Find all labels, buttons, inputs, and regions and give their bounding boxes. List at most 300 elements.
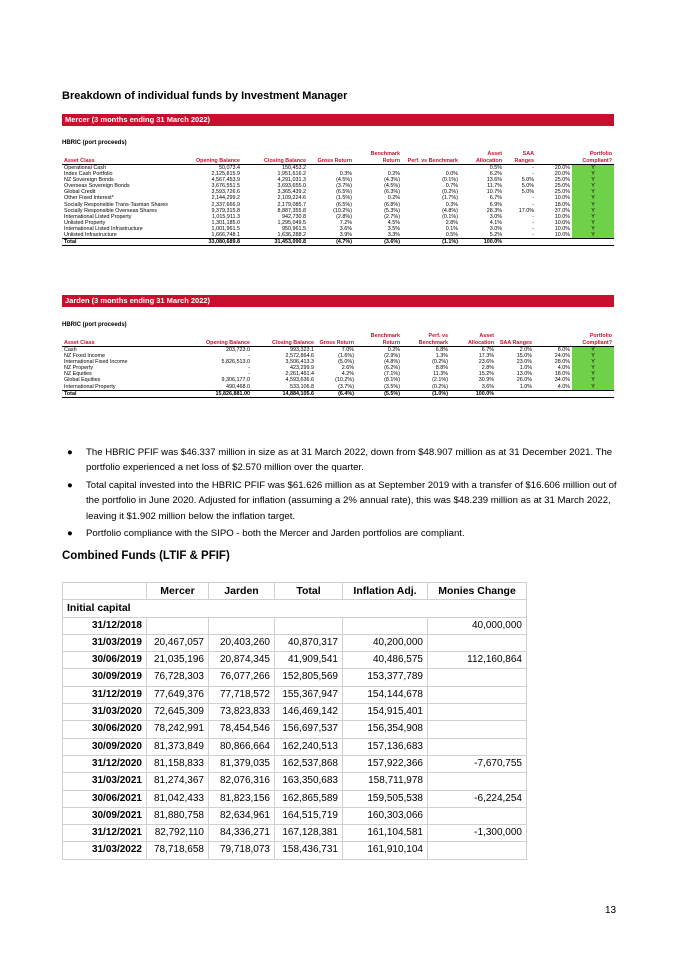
compliance-cell: Y bbox=[572, 384, 614, 391]
column-header: Mercer bbox=[147, 583, 209, 600]
value-cell bbox=[209, 617, 275, 634]
date-cell: 31/12/2019 bbox=[63, 686, 147, 703]
table-cell: Socially Responsible Trans-Tasman Shares bbox=[64, 201, 168, 208]
compliance-cell: Y bbox=[572, 208, 614, 214]
table-cell: Global Credit bbox=[64, 189, 96, 196]
date-cell: 31/03/2022 bbox=[63, 842, 147, 859]
column-header: Total bbox=[275, 583, 343, 600]
compliance-cell: Y bbox=[572, 353, 614, 359]
page-number: 13 bbox=[605, 905, 617, 916]
table-cell: (0.2%) bbox=[432, 383, 448, 390]
value-cell: 82,634,961 bbox=[209, 807, 275, 824]
compliance-cell: Y bbox=[572, 220, 614, 226]
table-cell: 2,179,085.7 bbox=[277, 201, 306, 208]
value-cell bbox=[343, 617, 428, 634]
value-cell bbox=[428, 721, 527, 738]
total-cell: (1.0%) bbox=[402, 390, 450, 397]
table-row bbox=[63, 738, 527, 755]
compliance-cell: Y bbox=[572, 195, 614, 201]
table-cell: 423,299.9 bbox=[290, 365, 314, 372]
table-cell: 150,453.2 bbox=[282, 165, 306, 171]
table-cell bbox=[402, 165, 460, 172]
table-cell: (0.2%) bbox=[432, 359, 448, 366]
table-row bbox=[62, 347, 614, 354]
table-cell: 6.9% bbox=[489, 201, 502, 208]
table-cell bbox=[354, 165, 402, 172]
table-cell: (3.7%) bbox=[338, 383, 354, 390]
table-cell: 490,468.0 bbox=[226, 383, 250, 390]
table-cell: (4.3%) bbox=[384, 177, 400, 184]
value-cell: 80,866,664 bbox=[209, 738, 275, 755]
initial-capital-label: Initial capital bbox=[63, 600, 527, 617]
value-cell: 79,718,073 bbox=[209, 842, 275, 859]
value-cell: 162,865,589 bbox=[275, 790, 343, 807]
table-cell: Unlisted Property bbox=[64, 219, 106, 226]
table-cell: (1.7%) bbox=[442, 195, 458, 202]
value-cell: 156,354,908 bbox=[343, 721, 428, 738]
table-cell: 4.0% bbox=[557, 383, 570, 390]
table-cell: 20.0% bbox=[554, 165, 570, 171]
table-cell: Cash bbox=[64, 347, 77, 353]
table-cell: (3.5%) bbox=[384, 383, 400, 390]
table-cell: 10.0% bbox=[554, 219, 570, 226]
column-header: Closing Balance bbox=[264, 157, 306, 164]
table-row bbox=[63, 825, 527, 842]
value-cell: 157,136,683 bbox=[343, 738, 428, 755]
table-cell: 11.3% bbox=[433, 371, 448, 378]
table-cell: 18.0% bbox=[554, 371, 570, 378]
value-cell: 40,486,575 bbox=[343, 652, 428, 669]
table-cell: - bbox=[248, 353, 250, 360]
table-cell: (10.2%) bbox=[335, 377, 354, 384]
value-cell: 76,077,266 bbox=[209, 669, 275, 686]
column-header: Asset Class bbox=[64, 339, 95, 346]
compliance-cell: Y bbox=[572, 202, 614, 208]
total-cell bbox=[504, 239, 536, 246]
table-cell: 2.0% bbox=[519, 347, 532, 353]
value-cell: -1,300,000 bbox=[428, 825, 527, 842]
table-cell: 18.0% bbox=[554, 201, 570, 208]
table-row bbox=[63, 686, 527, 703]
table-cell: 11.7% bbox=[487, 183, 502, 190]
table-row bbox=[63, 669, 527, 686]
value-cell: 81,042,433 bbox=[147, 790, 209, 807]
compliance-cell: Y bbox=[572, 226, 614, 232]
table-cell: 3.9% bbox=[339, 232, 352, 239]
compliance-cell: Y bbox=[572, 347, 614, 354]
total-cell: 100.0% bbox=[450, 390, 496, 397]
column-header: Portfolio Compliant? bbox=[582, 333, 612, 346]
date-cell: 30/09/2020 bbox=[63, 738, 147, 755]
table-cell: - bbox=[248, 365, 250, 372]
date-cell: 31/03/2021 bbox=[63, 773, 147, 790]
table-row bbox=[63, 842, 527, 859]
table-cell: 10.0% bbox=[554, 195, 570, 202]
table-cell: 1,951,616.2 bbox=[277, 171, 306, 178]
column-header: Asset Allocation bbox=[467, 333, 494, 346]
table-cell: International Fixed Income bbox=[64, 359, 128, 366]
table-cell: (2.7%) bbox=[384, 213, 400, 220]
bullet-icon: ● bbox=[67, 479, 73, 491]
table-cell: 0.5% bbox=[445, 232, 458, 239]
column-header: Portfolio Compliant? bbox=[582, 151, 612, 164]
table-cell: 50,073.4 bbox=[219, 165, 240, 171]
table-cell: 4.0% bbox=[557, 365, 570, 372]
value-cell: 84,336,271 bbox=[209, 825, 275, 842]
value-cell bbox=[275, 617, 343, 634]
value-cell: 40,200,000 bbox=[343, 634, 428, 651]
value-cell: 72,645,309 bbox=[147, 704, 209, 721]
date-cell: 30/06/2020 bbox=[63, 721, 147, 738]
total-cell bbox=[572, 239, 614, 246]
table-cell: 3.0% bbox=[489, 213, 502, 220]
jarden-table bbox=[62, 333, 614, 398]
table-cell: (6.5%) bbox=[336, 189, 352, 196]
table-cell: Other Fixed Interest* bbox=[64, 195, 114, 202]
compliance-cell: Y bbox=[572, 371, 614, 377]
table-cell: (3.7%) bbox=[336, 183, 352, 190]
table-cell: (6.5%) bbox=[336, 201, 352, 208]
value-cell: 146,469,142 bbox=[275, 704, 343, 721]
value-cell: 78,242,991 bbox=[147, 721, 209, 738]
combined-title: Combined Funds (LTIF & PFIF) bbox=[62, 550, 230, 562]
table-cell: 2.8% bbox=[481, 365, 494, 372]
compliance-cell: Y bbox=[572, 177, 614, 183]
column-header: Perf. vs Benchmark bbox=[407, 157, 458, 164]
compliance-cell: Y bbox=[572, 232, 614, 239]
table-cell: 1,015,911.3 bbox=[211, 213, 240, 220]
table-cell: (8.1%) bbox=[384, 377, 400, 384]
value-cell: 78,454,546 bbox=[209, 721, 275, 738]
table-cell: 0.2% bbox=[387, 195, 400, 202]
table-cell: 4.5% bbox=[387, 219, 400, 226]
table-cell: 13.0% bbox=[516, 371, 532, 378]
table-cell: 203,723.0 bbox=[226, 347, 250, 353]
value-cell: 21,035,196 bbox=[147, 652, 209, 669]
table-cell: NZ Property bbox=[64, 365, 94, 372]
value-cell bbox=[428, 807, 527, 824]
column-header: Benchmark Return bbox=[370, 333, 400, 346]
table-cell: 23.6% bbox=[478, 359, 494, 366]
bullet-icon: ● bbox=[67, 528, 73, 540]
compliance-cell: Y bbox=[572, 359, 614, 365]
table-cell: 5.0% bbox=[521, 177, 534, 184]
compliance-cell: Y bbox=[572, 214, 614, 220]
table-cell: 34.0% bbox=[554, 377, 570, 384]
table-cell: 3,676,551.5 bbox=[211, 183, 240, 190]
table-row bbox=[63, 807, 527, 824]
table-cell: (4.8%) bbox=[384, 359, 400, 366]
table-cell: 13.6% bbox=[486, 177, 502, 184]
table-cell: NZ Equities bbox=[64, 371, 92, 378]
table-row bbox=[63, 617, 527, 634]
table-cell: 5.0% bbox=[521, 183, 534, 190]
table-cell: 10.7% bbox=[486, 189, 502, 196]
summary-bullets bbox=[62, 445, 622, 543]
total-cell: Total bbox=[62, 390, 182, 397]
bullet-item: ● The HBRIC PFIF was $46.337 million in size as at 31 March 2022, down from $48.907 million as at 31 December 2021. The portfolio experienced a net loss of $2.570 million over the quarter. bbox=[67, 447, 613, 474]
column-header: Gross Return bbox=[319, 339, 354, 346]
table-row bbox=[63, 773, 527, 790]
column-header: Inflation Adj. bbox=[343, 583, 428, 600]
table-cell: Global Equities bbox=[64, 377, 101, 384]
total-cell bbox=[496, 390, 534, 397]
table-cell: 10.0% bbox=[554, 225, 570, 232]
table-cell: 1.0% bbox=[519, 383, 532, 390]
value-cell: 160,303,066 bbox=[343, 807, 428, 824]
table-cell: (4.8%) bbox=[442, 207, 458, 214]
value-cell: 112,160,864 bbox=[428, 652, 527, 669]
value-cell: 155,367,947 bbox=[275, 686, 343, 703]
column-header: SAA Ranges bbox=[514, 151, 534, 164]
date-cell: 31/03/2019 bbox=[63, 634, 147, 651]
value-cell: 156,697,537 bbox=[275, 721, 343, 738]
table-cell: (10.2%) bbox=[333, 207, 352, 214]
table-row bbox=[63, 652, 527, 669]
total-cell: 100.0% bbox=[460, 239, 504, 246]
value-cell: 77,649,376 bbox=[147, 686, 209, 703]
table-cell: 950,961.5 bbox=[282, 225, 306, 232]
table-cell: 25.0% bbox=[554, 183, 570, 190]
table-cell: 5.0% bbox=[521, 189, 534, 196]
table-cell: NZ Fixed Income bbox=[64, 353, 106, 360]
table-cell: 1,666,748.1 bbox=[211, 232, 240, 239]
table-cell: 4,593,636.6 bbox=[285, 377, 314, 384]
column-header bbox=[63, 583, 147, 600]
table-row bbox=[63, 721, 527, 738]
value-cell: 159,505,538 bbox=[343, 790, 428, 807]
value-cell: 167,128,381 bbox=[275, 825, 343, 842]
table-cell: 7.2% bbox=[339, 219, 352, 226]
table-cell: 0.3% bbox=[445, 201, 458, 208]
combined-table bbox=[62, 582, 527, 860]
table-cell: 1,001,961.5 bbox=[211, 225, 240, 232]
value-cell: 164,515,719 bbox=[275, 807, 343, 824]
table-cell: 4.1% bbox=[489, 219, 502, 226]
table-cell: - bbox=[532, 219, 534, 226]
table-cell: 3,506,413.3 bbox=[285, 359, 314, 366]
value-cell: 161,104,581 bbox=[343, 825, 428, 842]
table-cell: 3,693,655.0 bbox=[277, 183, 306, 190]
table-cell: 0.2% bbox=[387, 347, 400, 353]
column-header bbox=[536, 151, 572, 165]
table-cell: - bbox=[532, 232, 534, 239]
column-header bbox=[534, 333, 572, 347]
total-cell: 15,826,881.00 bbox=[182, 390, 252, 397]
table-cell: 3.6% bbox=[339, 225, 352, 232]
table-cell: NZ Sovereign Bonds bbox=[64, 177, 114, 184]
value-cell: 81,823,156 bbox=[209, 790, 275, 807]
table-cell: 26.0% bbox=[516, 377, 532, 384]
table-cell: International Listed Infrastructure bbox=[64, 225, 143, 232]
table-cell: (6.2%) bbox=[384, 365, 400, 372]
date-cell: 30/09/2021 bbox=[63, 807, 147, 824]
table-row bbox=[63, 755, 527, 772]
table-cell: 1,636,288.2 bbox=[277, 232, 306, 239]
table-cell: 0.5% bbox=[489, 165, 502, 171]
table-cell: 0.0% bbox=[445, 171, 458, 178]
date-cell: 30/06/2021 bbox=[63, 790, 147, 807]
date-cell: 31/12/2020 bbox=[63, 755, 147, 772]
value-cell: 20,467,057 bbox=[147, 634, 209, 651]
mercer-band: Mercer (3 months ending 31 March 2022) bbox=[62, 114, 614, 126]
table-cell: 0.2% bbox=[387, 171, 400, 178]
table-cell: 2.8% bbox=[445, 219, 458, 226]
value-cell: 40,870,317 bbox=[275, 634, 343, 651]
table-cell: 6.8% bbox=[435, 347, 448, 353]
table-cell: 3.5% bbox=[387, 225, 400, 232]
table-cell: Operational Cash bbox=[64, 165, 106, 171]
total-cell: (3.6%) bbox=[354, 239, 402, 246]
bullet-item: ● Portfolio compliance with the SIPO - both the Mercer and Jarden portfolios are compliant. bbox=[62, 526, 622, 541]
table-cell: (6.8%) bbox=[384, 201, 400, 208]
table-cell: 1.0% bbox=[519, 365, 532, 372]
table-cell: 10.0% bbox=[554, 232, 570, 239]
value-cell: 157,922,366 bbox=[343, 755, 428, 772]
table-cell: 2,337,666.9 bbox=[211, 201, 240, 208]
table-cell: 6.7% bbox=[481, 347, 494, 353]
table-cell: Overseas Sovereign Bonds bbox=[64, 183, 130, 190]
table-cell: 24.0% bbox=[554, 353, 570, 360]
table-cell: Unlisted Infrastructure bbox=[64, 232, 117, 239]
table-cell: 2,572,864.6 bbox=[285, 353, 314, 360]
date-cell: 30/06/2019 bbox=[63, 652, 147, 669]
table-cell: 37.0% bbox=[554, 207, 570, 214]
table-cell: 2,109,224.6 bbox=[277, 195, 306, 202]
value-cell: -6,224,254 bbox=[428, 790, 527, 807]
table-cell: 25.0% bbox=[554, 177, 570, 184]
value-cell: 162,537,868 bbox=[275, 755, 343, 772]
column-header: Opening Balance bbox=[205, 339, 250, 346]
table-cell: 28.0% bbox=[554, 359, 570, 366]
table-cell: 5,826,513.0 bbox=[221, 359, 250, 366]
table-cell: (0.1%) bbox=[442, 177, 458, 184]
value-cell bbox=[428, 669, 527, 686]
table-cell: 25.0% bbox=[554, 189, 570, 196]
table-cell: 8.8% bbox=[435, 365, 448, 372]
table-cell: 0.3% bbox=[339, 171, 352, 178]
table-cell: 2,125,815.9 bbox=[211, 171, 240, 178]
table-row bbox=[63, 634, 527, 651]
table-cell: Socially Responsible Overseas Shares bbox=[64, 207, 157, 214]
table-cell: 0.1% bbox=[445, 225, 458, 232]
table-cell: - bbox=[532, 165, 534, 171]
table-cell: 6.2% bbox=[489, 171, 502, 178]
table-cell: 23.0% bbox=[516, 359, 532, 366]
value-cell: 154,144,678 bbox=[343, 686, 428, 703]
section-heading: Breakdown of individual funds by Investment Manager bbox=[62, 90, 348, 102]
table-cell: (4.5%) bbox=[384, 183, 400, 190]
table-cell: (1.6%) bbox=[338, 353, 354, 360]
table-cell: 7.0% bbox=[341, 347, 354, 353]
table-cell: 0.7% bbox=[445, 183, 458, 190]
table-cell: 6.7% bbox=[489, 195, 502, 202]
table-cell: 3.6% bbox=[481, 383, 494, 390]
total-cell: 33,080,689.8 bbox=[176, 239, 242, 246]
total-row bbox=[62, 390, 614, 397]
column-header: Asset Class bbox=[64, 157, 95, 164]
column-header: Opening Balance bbox=[195, 157, 240, 164]
column-header: Asset Allocation bbox=[475, 151, 502, 164]
table-cell: 1,301,185.0 bbox=[211, 219, 240, 226]
table-cell: 993,323.1 bbox=[290, 347, 314, 353]
table-cell: (1.5%) bbox=[336, 195, 352, 202]
table-cell: 28.3% bbox=[486, 207, 502, 214]
table-cell: (0.2%) bbox=[442, 189, 458, 196]
table-cell: (2.1%) bbox=[432, 377, 448, 384]
compliance-cell: Y bbox=[572, 165, 614, 172]
table-cell: - bbox=[532, 195, 534, 202]
date-cell: 31/03/2020 bbox=[63, 704, 147, 721]
value-cell: 73,823,833 bbox=[209, 704, 275, 721]
value-cell: 78,718,658 bbox=[147, 842, 209, 859]
value-cell: 154,915,401 bbox=[343, 704, 428, 721]
compliance-cell: Y bbox=[572, 183, 614, 189]
date-cell: 30/09/2019 bbox=[63, 669, 147, 686]
table-cell: 3.0% bbox=[489, 225, 502, 232]
table-cell: - bbox=[532, 171, 534, 178]
total-cell: Total bbox=[62, 239, 176, 246]
value-cell: 82,076,316 bbox=[209, 773, 275, 790]
total-cell: (4.7%) bbox=[308, 239, 354, 246]
table-cell: 10.0% bbox=[554, 213, 570, 220]
compliance-cell: Y bbox=[572, 189, 614, 195]
table-cell: - bbox=[532, 201, 534, 208]
total-row bbox=[62, 239, 614, 246]
table-cell: 4,291,031.3 bbox=[277, 177, 306, 184]
table-cell: 1,295,049.5 bbox=[277, 219, 306, 226]
table-cell: 4,567,453.9 bbox=[211, 177, 240, 184]
total-cell: (6.4%) bbox=[316, 390, 356, 397]
total-cell bbox=[572, 390, 614, 397]
table-cell: 3.3% bbox=[387, 232, 400, 239]
value-cell bbox=[428, 704, 527, 721]
jarden-band: Jarden (3 months ending 31 March 2022) bbox=[62, 295, 614, 307]
total-cell bbox=[534, 390, 572, 397]
value-cell: 152,805,569 bbox=[275, 669, 343, 686]
value-cell: 161,910,104 bbox=[343, 842, 428, 859]
table-cell: International Property bbox=[64, 383, 116, 390]
compliance-cell: Y bbox=[572, 365, 614, 371]
table-cell: Index Cash Portfolio bbox=[64, 171, 113, 178]
total-cell: (1.1%) bbox=[402, 239, 460, 246]
value-cell: 158,436,731 bbox=[275, 842, 343, 859]
table-cell: 15.0% bbox=[516, 353, 532, 360]
table-cell: 17.0% bbox=[518, 207, 534, 214]
table-cell bbox=[308, 165, 354, 172]
table-cell: 9,379,315.8 bbox=[211, 207, 240, 214]
table-row bbox=[62, 384, 614, 391]
value-cell: 76,728,303 bbox=[147, 669, 209, 686]
table-row bbox=[62, 232, 614, 239]
table-cell: - bbox=[532, 225, 534, 232]
date-cell: 31/12/2021 bbox=[63, 825, 147, 842]
compliance-cell: Y bbox=[572, 377, 614, 383]
value-cell bbox=[428, 773, 527, 790]
table-cell: (0.1%) bbox=[442, 213, 458, 220]
table-cell: 2,144,299.2 bbox=[211, 195, 240, 202]
value-cell: 82,792,110 bbox=[147, 825, 209, 842]
value-cell: -7,670,755 bbox=[428, 755, 527, 772]
table-cell: (5.0%) bbox=[338, 359, 354, 366]
column-header: Monies Change bbox=[428, 583, 527, 600]
table-cell: (6.3%) bbox=[384, 189, 400, 196]
table-row bbox=[62, 165, 614, 172]
value-cell: 77,718,572 bbox=[209, 686, 275, 703]
total-cell bbox=[536, 239, 572, 246]
table-cell: (4.5%) bbox=[336, 177, 352, 184]
mercer-subheading: HBRIC (port proceeds) bbox=[62, 140, 127, 146]
